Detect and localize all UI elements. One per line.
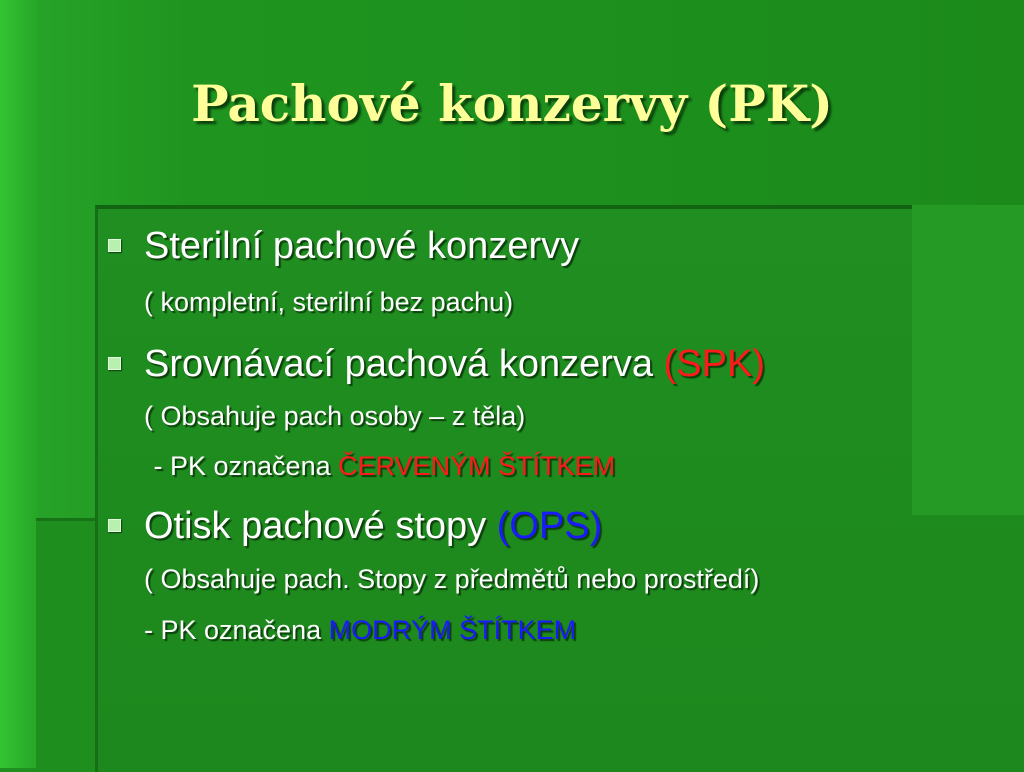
label-red-highlight: ČERVENÝM ŠTÍTKEM	[338, 451, 616, 481]
sub-item-spk-desc: ( Obsahuje pach osoby – z těla)	[144, 401, 526, 431]
bullet-label: Sterilní pachové konzervy	[144, 225, 580, 267]
bullet-tag-ops: (OPS)	[496, 505, 603, 547]
label-blue-highlight: MODRÝM ŠTÍTKEM	[328, 615, 577, 645]
square-bullet-icon	[108, 519, 121, 532]
bullet-text	[144, 505, 602, 548]
sub-item-sterile-desc: ( kompletní, sterilní bez pachu)	[144, 287, 514, 317]
bullet-text	[144, 225, 579, 268]
square-bullet-icon	[108, 239, 121, 252]
sub-item-ops-desc: ( Obsahuje pach. Stopy z předmětů nebo prostředí)	[144, 564, 760, 594]
sub-item-text: - PK označena	[144, 615, 329, 645]
slide-title: Pachové konzervy (PK)	[191, 74, 833, 133]
bullet-text	[144, 343, 765, 386]
bullet-tag-spk: (SPK)	[663, 343, 765, 385]
bullet-label: Otisk pachové stopy	[144, 505, 497, 547]
square-bullet-icon	[108, 357, 121, 370]
sub-item-spk-label	[146, 451, 615, 482]
bullet-label: Srovnávací pachová konzerva	[144, 343, 664, 385]
sub-item-ops-label	[144, 615, 576, 646]
sub-item-text: - PK označena	[146, 451, 339, 481]
